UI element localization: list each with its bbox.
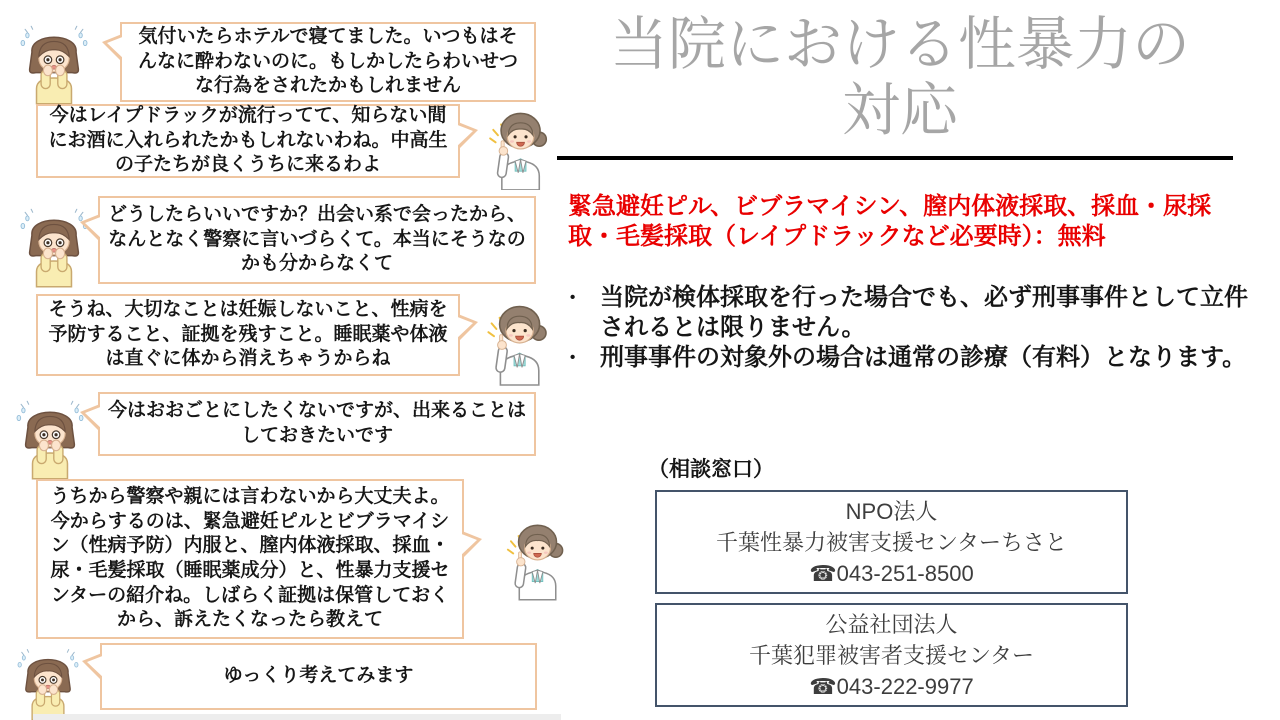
speech-bubble-patient-2 xyxy=(98,196,536,284)
contact-box-public-corp xyxy=(655,603,1128,707)
bubble-tail-fill xyxy=(107,36,125,60)
contact-org-type: NPO法人 xyxy=(845,498,938,524)
patient-avatar xyxy=(16,198,92,292)
doctor-avatar xyxy=(498,510,574,606)
bubble-tail-fill xyxy=(85,406,103,430)
bubble-tail-fill xyxy=(455,124,473,148)
page-title-line1: 当院における性暴力の xyxy=(609,12,1190,77)
patient-avatar xyxy=(10,644,86,720)
speech-text: 今はレイプドラックが流行ってて、知らない間にお酒に入れられたかもしれないわね。中高生の子たちが良くうちに来るわよ xyxy=(48,104,448,176)
bullet-text: 当院が検体採取を行った場合でも、必ず刑事事件として立件されるとは限りません。 xyxy=(600,284,1248,341)
speech-bubble-doctor-3 xyxy=(36,479,464,639)
bullet-text: 刑事事件の対象外の場合は通常の診療（有料）となります。 xyxy=(600,344,1247,371)
contact-heading: （相談窓口） xyxy=(648,458,774,481)
contact-phone-line: ☎043-251-8500 xyxy=(809,560,974,586)
bullet-item xyxy=(570,283,1255,343)
speech-bubble-doctor-1 xyxy=(36,104,460,178)
bullet-marker: • xyxy=(570,289,576,306)
speech-text: 今はおおごとにしたくないですが、出来ることはしておきたいです xyxy=(108,400,527,446)
speech-text: そうね、大切なことは妊娠しないこと、性病を予防すること、証拠を残すこと。睡眠薬や体液は直ぐに体から消えちゃうからね xyxy=(48,298,448,370)
title-underline xyxy=(557,156,1233,160)
page-title xyxy=(555,12,1245,144)
speech-text: 気付いたらホテルで寝てました。いつもはそんなに酔わないのに。もしかしたらわいせつな行為をされたかもしれません xyxy=(137,25,518,97)
speech-text: ゆっくり考えてみます xyxy=(223,665,414,687)
speech-text: どうしたらいいですか？出会い系で会ったから、なんとなく警察に言いづらくて。本当にそうなのかも分からなくて xyxy=(108,203,527,275)
free-services-note: 緊急避妊ピル、ビブラマイシン、膣内体液採取、採血・尿採取・毛髪採取（レイプドラックなど必要時）：無料 xyxy=(568,193,1212,250)
contact-org-type: 公益社団法人 xyxy=(825,611,958,637)
bullet-item xyxy=(570,343,1255,373)
doctor-avatar xyxy=(480,104,558,190)
bubble-tail-fill xyxy=(87,655,105,679)
bubble-tail-fill xyxy=(455,316,473,340)
speech-bubble-patient-1 xyxy=(120,22,536,102)
patient-avatar xyxy=(16,14,92,110)
patient-avatar xyxy=(12,393,88,481)
bubble-tail-fill xyxy=(85,216,103,240)
speech-bubble-patient-4 xyxy=(100,643,537,710)
slide-edge-shadow xyxy=(33,714,561,720)
contact-box-npo xyxy=(655,490,1128,594)
page-title-line2: 対応 xyxy=(841,78,958,143)
bubble-tail-fill xyxy=(459,533,477,557)
speech-bubble-patient-3 xyxy=(98,392,536,456)
doctor-avatar xyxy=(478,295,558,387)
bullet-list xyxy=(570,283,1255,373)
speech-bubble-doctor-2 xyxy=(36,294,460,376)
bullet-marker: • xyxy=(570,349,576,366)
contact-org-name: 千葉性暴力被害支援センターちさと xyxy=(715,529,1068,555)
speech-text: うちから警察や親には言わないから大丈夫よ。今からするのは、緊急避妊ピルとビブラマイシン（性病予防）内服と、膣内体液採取、採血・尿・毛髪採取（睡眠薬成分）と、性暴力支援センターの紹介ね。しばらく証拠は保管しておくから、訴えたくなったら教えて xyxy=(50,485,450,631)
contact-phone-line: ☎043-222-9977 xyxy=(809,673,974,699)
contact-org-name: 千葉犯罪被害者支援センター xyxy=(748,642,1035,668)
